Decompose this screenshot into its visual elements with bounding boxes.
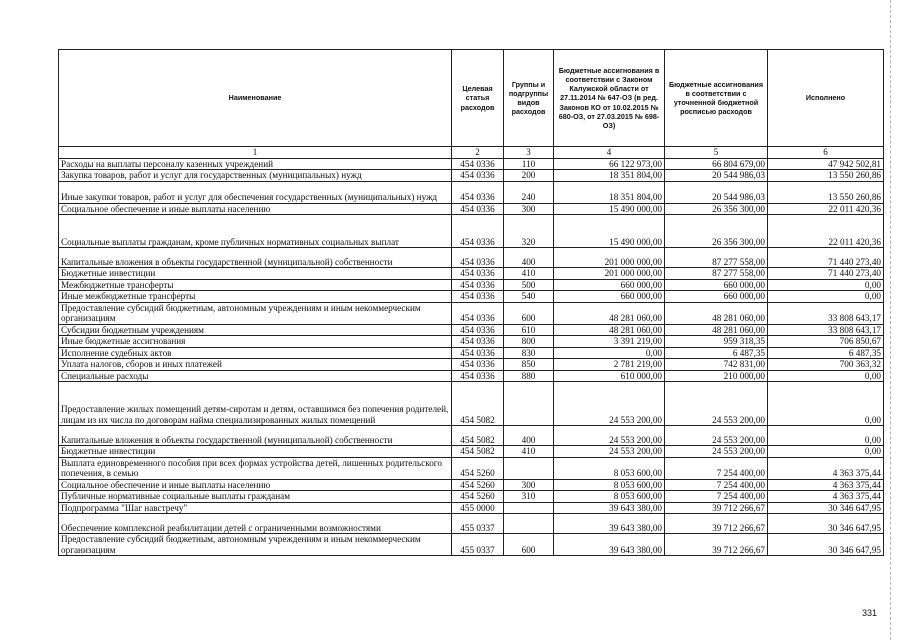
- column-number: 6: [768, 147, 884, 159]
- table-row: [59, 502, 884, 514]
- row-target: 454 5082: [452, 382, 504, 426]
- row-law-amount: 610 000,00: [554, 370, 665, 382]
- table-row: [59, 170, 884, 182]
- row-expense-type: 600: [504, 534, 554, 556]
- row-law-amount: 8 053 600,00: [554, 457, 665, 479]
- row-revised-amount: 26 356 300,00: [665, 203, 768, 215]
- row-executed-amount: 4 363 375,44: [768, 479, 884, 491]
- row-law-amount: 8 053 600,00: [554, 491, 665, 503]
- table-row: [59, 359, 884, 371]
- row-target: 454 0336: [452, 324, 504, 336]
- row-revised-amount: 26 356 300,00: [665, 215, 768, 248]
- row-law-amount: 39 643 380,00: [554, 502, 665, 514]
- row-expense-type: 540: [504, 291, 554, 303]
- table-row: [59, 514, 884, 534]
- row-revised-amount: 24 553 200,00: [665, 382, 768, 426]
- row-target: 454 5260: [452, 457, 504, 479]
- row-revised-amount: 66 804 679,00: [665, 158, 768, 170]
- row-revised-amount: 48 281 060,00: [665, 324, 768, 336]
- row-target: 454 0336: [452, 248, 504, 268]
- row-revised-amount: 87 277 558,00: [665, 268, 768, 280]
- row-name: Расходы на выплаты персоналу казенных учреждений: [59, 158, 452, 170]
- row-target: 454 0336: [452, 370, 504, 382]
- row-name: Выплата единовременного пособия при всех формах устройства детей, лишенных родительского попечения, в семью: [59, 457, 452, 479]
- row-target: 454 0336: [452, 158, 504, 170]
- row-law-amount: 660 000,00: [554, 279, 665, 291]
- column-number: 1: [59, 147, 452, 159]
- row-expense-type: 300: [504, 203, 554, 215]
- row-law-amount: 0,00: [554, 347, 665, 359]
- row-expense-type: [504, 502, 554, 514]
- table-row: [59, 336, 884, 348]
- row-name: Социальное обеспечение и иные выплаты населению: [59, 203, 452, 215]
- row-executed-amount: 33 808 643,17: [768, 302, 884, 324]
- page-edge-rule: [890, 0, 891, 640]
- row-law-amount: 24 553 200,00: [554, 446, 665, 458]
- row-target: 454 0336: [452, 170, 504, 182]
- row-executed-amount: 0,00: [768, 426, 884, 446]
- row-target: 454 0336: [452, 203, 504, 215]
- table-row: [59, 534, 884, 556]
- row-revised-amount: 39 712 266,67: [665, 502, 768, 514]
- row-expense-type: 500: [504, 279, 554, 291]
- table-row: [59, 382, 884, 426]
- table-row: [59, 479, 884, 491]
- row-law-amount: 48 281 060,00: [554, 302, 665, 324]
- row-law-amount: 201 000 000,00: [554, 268, 665, 280]
- table-row: [59, 426, 884, 446]
- row-revised-amount: 20 544 986,03: [665, 181, 768, 203]
- row-name: Капитальные вложения в объекты государственной (муниципальной) собственности: [59, 248, 452, 268]
- row-expense-type: 240: [504, 181, 554, 203]
- row-revised-amount: 6 487,35: [665, 347, 768, 359]
- row-revised-amount: 20 544 986,03: [665, 170, 768, 182]
- row-target: 454 5082: [452, 426, 504, 446]
- row-law-amount: 18 351 804,00: [554, 181, 665, 203]
- row-revised-amount: 39 712 266,67: [665, 534, 768, 556]
- table-row: [59, 181, 884, 203]
- row-revised-amount: 39 712 266,67: [665, 514, 768, 534]
- row-expense-type: 880: [504, 370, 554, 382]
- table-row: [59, 203, 884, 215]
- row-name: Предоставление субсидий бюджетным, автономным учреждениям и иным некоммерческим организациям: [59, 302, 452, 324]
- row-target: 454 0336: [452, 336, 504, 348]
- row-target: 454 0336: [452, 291, 504, 303]
- row-name: Субсидии бюджетным учреждениям: [59, 324, 452, 336]
- row-law-amount: 15 490 000,00: [554, 203, 665, 215]
- table-row: [59, 215, 884, 248]
- row-name: Бюджетные инвестиции: [59, 446, 452, 458]
- table-row: [59, 291, 884, 303]
- table-row: [59, 158, 884, 170]
- header-target: Целевая статья расходов: [452, 50, 504, 147]
- row-target: 454 0336: [452, 279, 504, 291]
- row-executed-amount: 22 011 420,36: [768, 215, 884, 248]
- header-revised: Бюджетные ассигнования в соответствии с уточненной бюджетной росписью расходов: [665, 50, 768, 147]
- row-law-amount: 66 122 973,00: [554, 158, 665, 170]
- table-row: [59, 491, 884, 503]
- row-executed-amount: 700 363,32: [768, 359, 884, 371]
- row-executed-amount: 4 363 375,44: [768, 491, 884, 503]
- header-law: Бюджетные ассигнования в соответствии с Законом Калужской области от 27.11.2014 № 647-ОЗ (в ред. Законов КО от 10.02.2015 № 680-ОЗ, от 27.03.2015 № 698-ОЗ): [554, 50, 665, 147]
- row-target: 454 5260: [452, 491, 504, 503]
- row-law-amount: 24 553 200,00: [554, 382, 665, 426]
- row-expense-type: [504, 514, 554, 534]
- row-executed-amount: 30 346 647,95: [768, 502, 884, 514]
- row-name: Социальные выплаты гражданам, кроме публичных нормативных социальных выплат: [59, 215, 452, 248]
- row-executed-amount: 22 011 420,36: [768, 203, 884, 215]
- header-name: Наименование: [59, 50, 452, 147]
- row-target: 454 5082: [452, 446, 504, 458]
- row-target: 455 0000: [452, 502, 504, 514]
- row-name: Межбюджетные трансферты: [59, 279, 452, 291]
- row-expense-type: 320: [504, 215, 554, 248]
- column-number: 4: [554, 147, 665, 159]
- table-row: [59, 248, 884, 268]
- row-expense-type: 830: [504, 347, 554, 359]
- row-executed-amount: 0,00: [768, 291, 884, 303]
- row-name: Закупка товаров, работ и услуг для государственных (муниципальных) нужд: [59, 170, 452, 182]
- row-law-amount: 48 281 060,00: [554, 324, 665, 336]
- row-expense-type: 800: [504, 336, 554, 348]
- column-number: 3: [504, 147, 554, 159]
- row-expense-type: 610: [504, 324, 554, 336]
- table-row: [59, 268, 884, 280]
- row-expense-type: [504, 382, 554, 426]
- table-row: [59, 457, 884, 479]
- row-target: 454 0336: [452, 181, 504, 203]
- row-executed-amount: 0,00: [768, 446, 884, 458]
- row-expense-type: 400: [504, 426, 554, 446]
- row-revised-amount: 742 831,00: [665, 359, 768, 371]
- row-expense-type: [504, 457, 554, 479]
- row-revised-amount: 7 254 400,00: [665, 479, 768, 491]
- row-executed-amount: 30 346 647,95: [768, 514, 884, 534]
- row-expense-type: 110: [504, 158, 554, 170]
- row-law-amount: 660 000,00: [554, 291, 665, 303]
- row-target: 454 0336: [452, 359, 504, 371]
- row-name: Предоставление жилых помещений детям-сиротам и детям, оставшимся без попечения родителей, лицам из их числа по договорам найма специализированных жилых помещений: [59, 382, 452, 426]
- row-target: 454 0336: [452, 302, 504, 324]
- row-expense-type: 200: [504, 170, 554, 182]
- budget-table: [58, 49, 884, 556]
- row-executed-amount: 0,00: [768, 279, 884, 291]
- row-executed-amount: 13 550 260,86: [768, 181, 884, 203]
- row-name: Иные закупки товаров, работ и услуг для обеспечения государственных (муниципальных) нужд: [59, 181, 452, 203]
- row-law-amount: 201 000 000,00: [554, 248, 665, 268]
- row-target: 454 0336: [452, 347, 504, 359]
- table-row: [59, 302, 884, 324]
- table-row: [59, 324, 884, 336]
- table-row: [59, 370, 884, 382]
- row-executed-amount: 33 808 643,17: [768, 324, 884, 336]
- table-row: [59, 446, 884, 458]
- row-executed-amount: 0,00: [768, 370, 884, 382]
- row-revised-amount: 48 281 060,00: [665, 302, 768, 324]
- row-executed-amount: 13 550 260,86: [768, 170, 884, 182]
- row-name: Иные межбюджетные трансферты: [59, 291, 452, 303]
- row-expense-type: 310: [504, 491, 554, 503]
- row-name: Подпрограмма "Шаг навстречу": [59, 502, 452, 514]
- row-target: 454 0336: [452, 215, 504, 248]
- row-revised-amount: 7 254 400,00: [665, 457, 768, 479]
- row-target: 455 0337: [452, 514, 504, 534]
- row-expense-type: 300: [504, 479, 554, 491]
- row-executed-amount: 71 440 273,40: [768, 248, 884, 268]
- row-revised-amount: 7 254 400,00: [665, 491, 768, 503]
- row-name: Капитальные вложения в объекты государственной (муниципальной) собственности: [59, 426, 452, 446]
- row-executed-amount: 71 440 273,40: [768, 268, 884, 280]
- row-revised-amount: 210 000,00: [665, 370, 768, 382]
- row-name: Социальное обеспечение и иные выплаты населению: [59, 479, 452, 491]
- row-name: Специальные расходы: [59, 370, 452, 382]
- column-number-row: [59, 147, 884, 159]
- row-name: Исполнение судебных актов: [59, 347, 452, 359]
- table-row: [59, 279, 884, 291]
- row-law-amount: 39 643 380,00: [554, 514, 665, 534]
- row-law-amount: 24 553 200,00: [554, 426, 665, 446]
- row-law-amount: 18 351 804,00: [554, 170, 665, 182]
- row-target: 454 5260: [452, 479, 504, 491]
- row-name: Предоставление субсидий бюджетным, автономным учреждениям и иным некоммерческим организациям: [59, 534, 452, 556]
- row-revised-amount: 959 318,35: [665, 336, 768, 348]
- row-name: Уплата налогов, сборов и иных платежей: [59, 359, 452, 371]
- header-row: [59, 50, 884, 147]
- row-target: 454 0336: [452, 268, 504, 280]
- header-executed: Исполнено: [768, 50, 884, 147]
- row-law-amount: 2 781 219,00: [554, 359, 665, 371]
- row-executed-amount: 6 487,35: [768, 347, 884, 359]
- row-expense-type: 400: [504, 248, 554, 268]
- row-executed-amount: 4 363 375,44: [768, 457, 884, 479]
- row-executed-amount: 706 850,67: [768, 336, 884, 348]
- row-revised-amount: 87 277 558,00: [665, 248, 768, 268]
- row-revised-amount: 24 553 200,00: [665, 446, 768, 458]
- row-executed-amount: 0,00: [768, 382, 884, 426]
- row-target: 455 0337: [452, 534, 504, 556]
- column-number: 2: [452, 147, 504, 159]
- row-name: Публичные нормативные социальные выплаты гражданам: [59, 491, 452, 503]
- column-number: 5: [665, 147, 768, 159]
- row-expense-type: 600: [504, 302, 554, 324]
- table-row: [59, 347, 884, 359]
- row-executed-amount: 47 942 502,81: [768, 158, 884, 170]
- row-law-amount: 3 391 219,00: [554, 336, 665, 348]
- row-executed-amount: 30 346 647,95: [768, 534, 884, 556]
- row-law-amount: 39 643 380,00: [554, 534, 665, 556]
- row-expense-type: 850: [504, 359, 554, 371]
- row-law-amount: 15 490 000,00: [554, 215, 665, 248]
- row-revised-amount: 24 553 200,00: [665, 426, 768, 446]
- page-number: 331: [862, 608, 878, 618]
- row-law-amount: 8 053 600,00: [554, 479, 665, 491]
- header-group: Группы и подгруппы видов расходов: [504, 50, 554, 147]
- row-expense-type: 410: [504, 268, 554, 280]
- row-revised-amount: 660 000,00: [665, 279, 768, 291]
- row-expense-type: 410: [504, 446, 554, 458]
- row-revised-amount: 660 000,00: [665, 291, 768, 303]
- table-body: [59, 158, 884, 556]
- row-name: Иные бюджетные ассигнования: [59, 336, 452, 348]
- row-name: Обеспечение комплексной реабилитации детей с ограниченными возможностями: [59, 514, 452, 534]
- row-name: Бюджетные инвестиции: [59, 268, 452, 280]
